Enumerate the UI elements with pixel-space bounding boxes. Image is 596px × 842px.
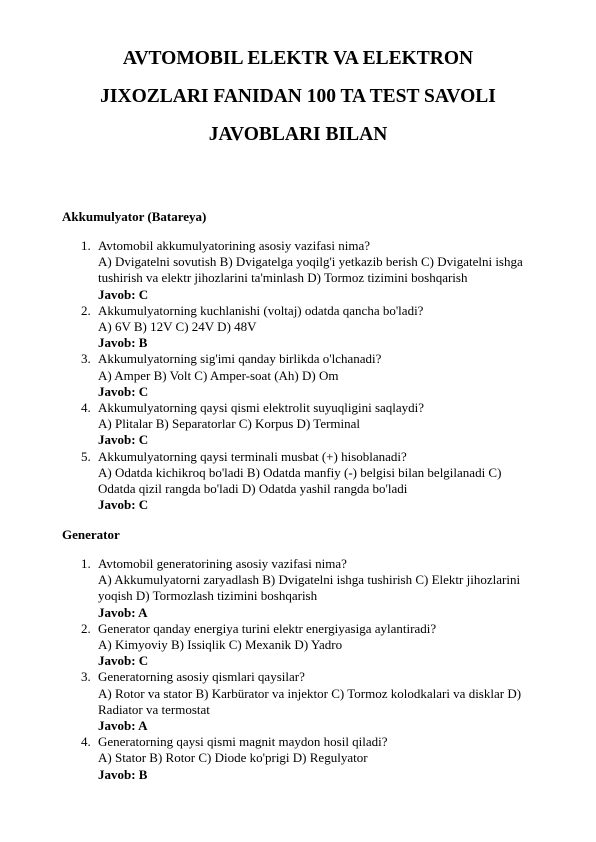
question-answer: Javob: C <box>98 383 149 399</box>
question-options: A) Dvigatelni sovutish B) Dvigatelga yoqilg'i yetkazib berish C) Dvigatelni ishga tushirish va elektr jihozlarini ta'minlash D) Tormoz tizimini boshqarish <box>98 254 523 286</box>
question-text: Akkumulyatorning sig'imi qanday birlikda o'lchanadi? <box>98 351 382 367</box>
question-options: A) 6V B) 12V C) 24V D) 48V <box>98 319 257 335</box>
question-answer: Javob: B <box>98 766 148 782</box>
question-options: A) Akkumulyatorni zaryadlash B) Dvigatelni ishga tushirish C) Elektr jihozlarini yoqish D) Tormozlash tizimini boshqarish <box>98 572 521 604</box>
question-options: A) Odatda kichikroq bo'ladi B) Odatda manfiy (-) belgisi bilan belgilanadi C) Odatda qizil rangda bo'ladi D) Odatda yashil rangda bo'ladi <box>98 464 502 497</box>
question-item <box>0 734 596 783</box>
question-number: 1. <box>81 238 91 253</box>
title-line-1: AVTOMOBIL ELEKTR VA ELEKTRON <box>122 48 474 69</box>
question-options: A) Rotor va stator B) Karbürator va injektor C) Tormoz kolodkalari va disklar D) Radiator va termostat <box>98 685 522 717</box>
question-number: 3. <box>81 351 91 367</box>
question-number: 4. <box>81 734 91 750</box>
question-text: Akkumulyatorning kuchlanishi (voltaj) odatda qancha bo'ladi? <box>98 302 424 318</box>
question-item <box>0 238 596 303</box>
question-answer: Javob: C <box>98 432 149 448</box>
question-number: 2. <box>81 620 91 636</box>
question-item <box>0 669 596 734</box>
question-list-generator <box>0 556 596 783</box>
question-item <box>0 556 596 621</box>
question-answer: Javob: C <box>98 497 149 513</box>
question-number: 4. <box>81 400 91 416</box>
question-answer: Javob: C <box>98 286 149 302</box>
question-number: 1. <box>81 556 91 571</box>
question-number: 2. <box>81 302 91 318</box>
question-answer: Javob: A <box>98 718 148 734</box>
question-text: Generatorning qaysi qismi magnit maydon hosil qiladi? <box>98 734 388 750</box>
question-text: Avtomobil akkumulyatorining asosiy vazifasi nima? <box>98 238 370 253</box>
question-text: Generatorning asosiy qismlari qaysilar? <box>98 669 305 685</box>
section-heading-generator: Generator <box>62 527 120 542</box>
question-item <box>0 303 596 352</box>
question-options: A) Plitalar B) Separatorlar C) Korpus D) Terminal <box>98 416 361 432</box>
question-text: Avtomobil generatorining asosiy vazifasi nima? <box>98 556 347 571</box>
question-text: Generator qanday energiya turini elektr energiyasiga aylantiradi? <box>98 620 437 636</box>
title-line-2: JIXOZLARI FANIDAN 100 TA TEST SAVOLI <box>100 86 496 107</box>
document-title <box>0 40 596 154</box>
question-item <box>0 400 596 449</box>
question-item <box>0 449 596 514</box>
title-line-3: JAVOBLARI BILAN <box>208 124 388 145</box>
question-list-akkumulyator <box>0 238 596 513</box>
question-options: A) Kimyoviy B) Issiqlik C) Mexanik D) Yadro <box>98 637 343 653</box>
question-options: A) Stator B) Rotor C) Diode ko'prigi D) Regulyator <box>98 750 368 766</box>
question-answer: Javob: B <box>98 335 148 351</box>
question-text: Akkumulyatorning qaysi qismi elektrolit suyuqligini saqlaydi? <box>98 400 425 416</box>
question-answer: Javob: A <box>98 604 148 620</box>
question-number: 3. <box>81 669 91 685</box>
question-item <box>0 621 596 670</box>
section-heading-akkumulyator: Akkumulyator (Batareya) <box>62 209 207 224</box>
question-item <box>0 351 596 400</box>
question-options: A) Amper B) Volt C) Amper-soat (Ah) D) Om <box>98 367 339 383</box>
question-text: Akkumulyatorning qaysi terminali musbat (+) hisoblanadi? <box>98 448 407 464</box>
question-answer: Javob: C <box>98 653 149 669</box>
question-number: 5. <box>81 448 91 464</box>
